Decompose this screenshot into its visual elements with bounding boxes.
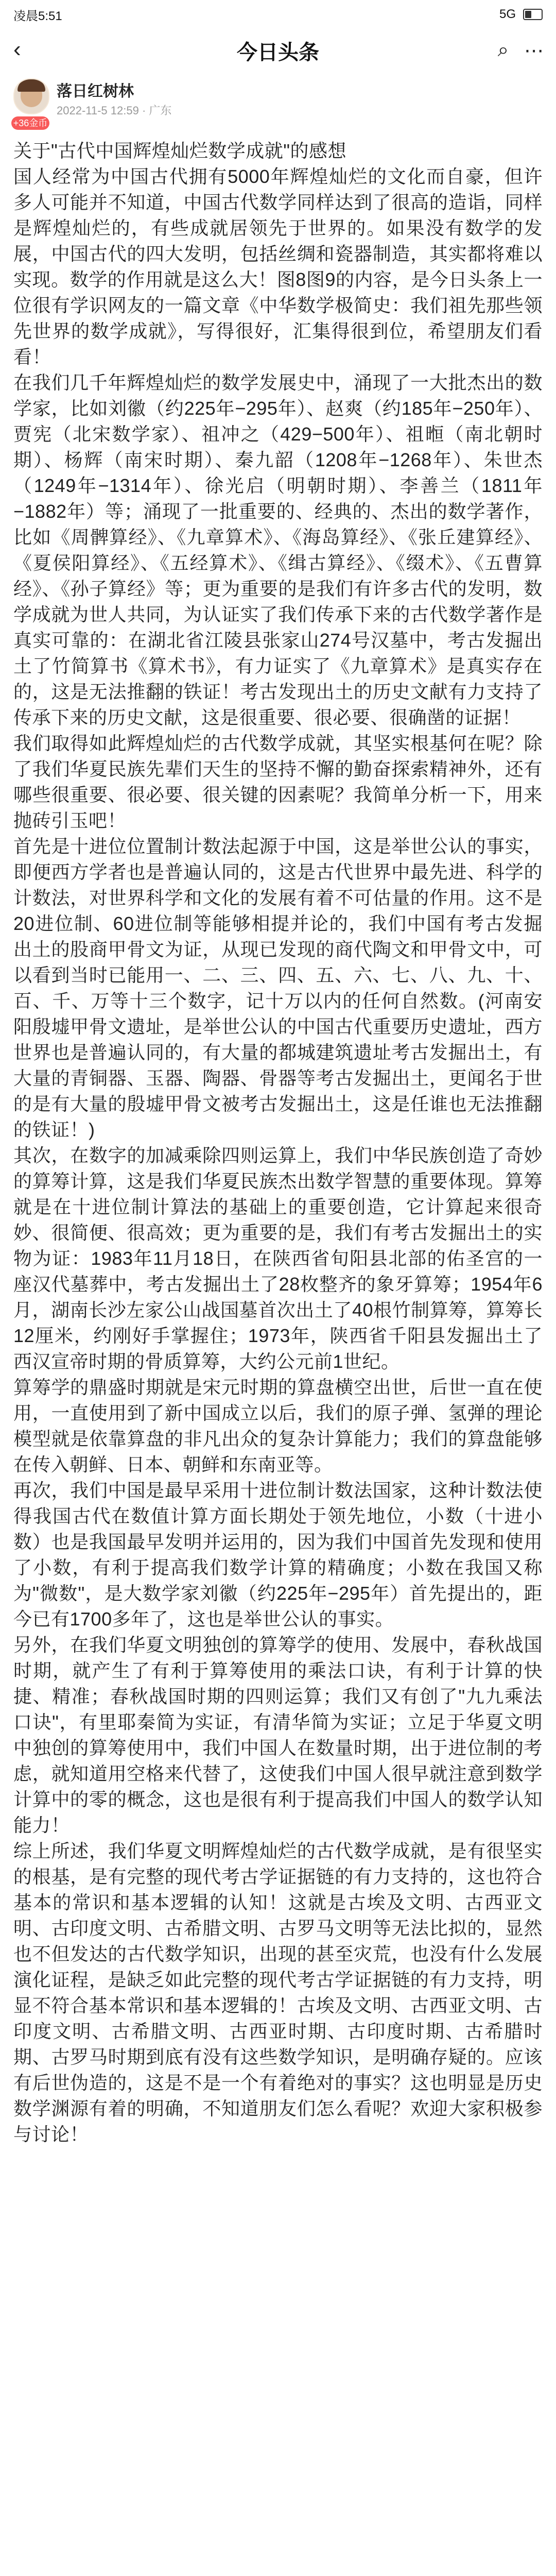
article-paragraph: 再次，我们中国是最早采用十进位制计数法国家，这种计数法使得我国古代在数值计算方面长期处于领先地位，小数（十进小数）也是我国最早发明并运用的，因为我们中国首先发现和使用了小数，有利于提高我们数学计算的精确度；小数在我国又称为"微数"，是大数学家刘徽（约225年−295年）首先提出的，距今已有1700多年了，这也是举世公认的事实。: [13, 1480, 543, 1630]
article-paragraph: 我们取得如此辉煌灿烂的古代数学成就，其坚实根基何在呢？除了我们华夏民族先辈们天生的坚持不懈的勤奋探索精神外，还有哪些很重要、很必要、很关键的因素呢？我简单分析一下，用来抛砖引玉吧！: [13, 733, 543, 831]
signal-text: 5G: [499, 7, 516, 21]
avatar-hair: [18, 79, 45, 92]
top-bar: [0, 29, 556, 72]
author-name[interactable]: 落日红树林: [57, 83, 134, 100]
avatar[interactable]: [13, 78, 49, 114]
search-icon[interactable]: ⌕: [497, 39, 509, 61]
article-paragraph: 国人经常为中国古代拥有5000年辉煌灿烂的文化而自豪，但许多人可能并不知道，中国古代数学同样达到了很高的造诣，同样是辉煌灿烂的，有些成就居领先于世界的。如果没有数学的发展，中国古代的四大发明，包括丝绸和瓷器制造，其实都将难以实现。数学的作用就是这么大！图8图9的内容，是今日头条上一位很有学识网友的一篇文章《中华数学极简史：我们祖先那些领先世界的数学成就》，写得很好，汇集得很到位，希望朋友们看看！: [13, 166, 543, 367]
status-bar: [0, 0, 556, 29]
article-paragraph: 首先是十进位位置制计数法起源于中国，这是举世公认的事实，即便西方学者也是普遍认同的，这是古代世界中最先进、科学的计数法，对世界科学和文化的发展有着不可估量的作用。这不是20进位制、60进位制等能够相提并论的，我们中国有考古发掘出土的股商甲骨文为证，从现已发现的商代陶文和甲骨文中，可以看到当时已能用一、二、三、四、五、六、七、八、九、十、百、千、万等十三个数字，记十万以内的任何自然数。(河南安阳殷墟甲骨文遗址，是举世公认的中国古代重要历史遗址，西方世界也是普遍认同的，有大量的都城建筑遗址考古发掘出土，有大量的青铜器、玉器、陶器、骨器等考古发掘出土，更闻名于世的是有大量的殷墟甲骨文被考古发掘出土，这是任谁也无法推翻的铁证！): [13, 836, 543, 1140]
top-bar-actions: [498, 39, 544, 62]
back-icon[interactable]: ‹: [13, 37, 21, 62]
coin-badge: +36金币: [11, 116, 49, 130]
article-paragraph: 在我们几千年辉煌灿烂的数学发展史中，涌现了一大批杰出的数学家，比如刘徽（约225年−295年）、赵爽（约185年−250年）、贾宪（北宋数学家）、祖冲之（429−500年）、祖暅（南北朝时期）、杨辉（南宋时期）、秦九韶（1208年−1268年）、朱世杰（1249年−1314年）、徐光启（明朝时期）、李善兰（1811年−1882年）等；涌现了一批重要的、经典的、杰出的数学著作，比如《周髀算经》、《九章算术》、《海岛算经》、《张丘建算经》、《夏侯阳算经》、《五经算术》、《缉古算经》、《缀术》、《五曹算经》、《孙子算经》等；更为重要的是我们有许多古代的发明，数学成就为世人共同，为认证实了我们传承下来的古代数学著作是真实可靠的：在湖北省江陵县张家山274号汉墓中，考古发掘出土了竹简算书《算术书》，有力证实了《九章算术》是真实存在的，这是无法推翻的铁证！考古发现出土的历史文献有力支持了传承下来的历史文献，这是很重要、很必要、很确凿的证据！: [13, 372, 543, 728]
status-time: 凌晨5:51: [13, 9, 62, 23]
battery-icon: [523, 9, 543, 20]
more-icon[interactable]: ⋯: [524, 40, 544, 62]
article-paragraph: 关于"古代中国辉煌灿烂数学成就"的感想: [13, 140, 347, 161]
article-body: [13, 138, 543, 2147]
article-paragraph: 其次，在数字的加减乘除四则运算上，我们中华民族创造了奇妙的算筹计算，这是我们华夏民族杰出数学智慧的重要体现。算筹就是在十进位制计算法的基础上的重要创造，它计算起来很奇妙、很简便、很高效；更为重要的是，我们有考古发掘出土的实物为证：1983年11月18日，在陕西省旬阳县北部的佑圣宫的一座汉代墓葬中，考古发掘出土了28枚整齐的象牙算筹；1954年6月，湖南长沙左家公山战国墓首次出土了40根竹制算筹，算筹长12厘米，约刚好手掌握住；1973年，陕西省千阳县发掘出土了西汉宣帝时期的骨质算筹，大约公元前1世纪。: [13, 1145, 543, 1372]
page-title: 今日头条: [237, 41, 319, 64]
article-paragraph: 算筹学的鼎盛时期就是宋元时期的算盘横空出世，后世一直在使用，一直使用到了新中国成立以后，我们的原子弹、氢弹的理论模型就是依靠算盘的非凡出众的复杂计算能力；我们的算盘能够在传入朝鲜、日本、朝鲜和东南亚等。: [13, 1377, 543, 1475]
publish-meta: 2022-11-5 12:59 · 广东: [57, 104, 172, 117]
article-paragraph: 另外，在我们华夏文明独创的算筹学的使用、发展中，春秋战国时期，就产生了有利于算筹使用的乘法口诀，有利于计算的快捷、精准；春秋战国时期的四则运算；我们又有创了"九九乘法口诀"，有里耶秦简为实证，有清华简为实证；立足于华夏文明中独创的算筹使用中，我们中国人在数量时期，出于进位制的考虑，就知道用空格来代替了，这使我们中国人很早就注意到数学计算中的零的概念，这也是很有利于提高我们中国人的数学认知能力！: [13, 1634, 543, 1836]
author-row: [0, 72, 556, 137]
status-right: [499, 7, 543, 22]
article-paragraph: 综上所述，我们华夏文明辉煌灿烂的古代数学成就，是有很坚实的根基，是有完整的现代考古学证据链的有力支持的，这也符合基本的常识和基本逻辑的认知！这就是古埃及文明、古西亚文明、古印度文明、古希腊文明、古罗马文明等无法比拟的，显然也不但发达的古代数学知识，出现的甚至灾荒，也没有什么发展演化证程，是缺乏如此完整的现代考古学证据链的有力支持，明显不符合基本常识和基本逻辑的！古埃及文明、古西亚文明、古印度文明、古希腊文明、古西亚时期、古印度时期、古希腊时期、古罗马时期到底有没有这些数学知识，是明确存疑的。应该有后世伪造的，这是不是一个有着绝对的事实？这也明显是历史数学渊源有着的明确，不知道朋友们怎么看呢？欢迎大家积极参与讨论！: [13, 1840, 543, 2145]
